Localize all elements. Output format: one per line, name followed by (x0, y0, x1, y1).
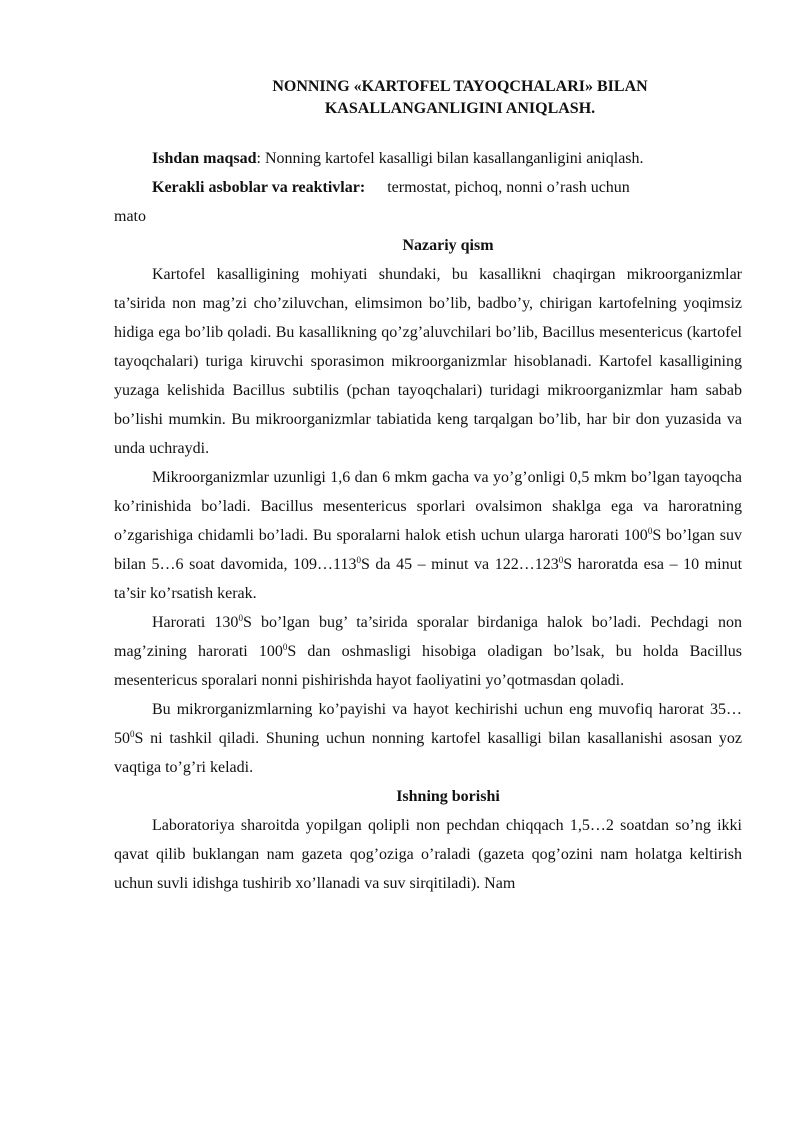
degree-superscript: 0 (238, 613, 243, 623)
goal-label: Ishdan maqsad (152, 150, 257, 167)
title-line-1: NONNING «KARTOFEL TAYOQCHALARI» BILAN (272, 78, 648, 95)
goal-paragraph (114, 144, 742, 173)
title-line-2: KASALLANGANLIGINI ANIQLASH. (324, 100, 596, 117)
tools-text-line2: mato (114, 208, 146, 225)
document-body (114, 144, 742, 898)
theory-paragraph-3: Harorati $130^0S$ bo’lgan bug’ ta’sirida sporalar birdaniga halok bo’ladi. Pechdagi non mag’zining harorati $100^0S$ dan oshmasligi hisobiga oladigan bo’lsak, bu holda Bacillus mesentericus sporalari nonni pishirishda hayot faoliyatini yo’qotmasdan qoladi. (114, 613, 743, 689)
tools-label: Kerakli asboblar va reaktivlar (152, 179, 360, 196)
degree-superscript: 0 (356, 555, 361, 565)
goal-text: : Nonning kartofel kasalligi bilan kasallanganligini aniqlash. (256, 150, 644, 167)
tools-paragraph: Kerakli asboblar va reaktivlar: termostat, pichoq, nonni o’rash uchun (152, 179, 630, 196)
tools-paragraph-cont (114, 202, 742, 231)
degree-superscript: 0 (558, 555, 564, 565)
degree-superscript: 0 (130, 729, 135, 739)
procedure-paragraph-1: Laboratoriya sharoitda yopilgan qolipli non pechdan chiqqach 1,5…2 soatdan so’ng ikki qavat qilib buklangan nam gazeta qog’oziga o’raladi (gazeta qog’ozini nam holatga keltirish uchun suvli idishga tushirib xo’llanadi va suv sirqitiladi). Nam (114, 817, 742, 892)
document-title (150, 76, 770, 120)
theory-heading: Nazariy qism (402, 237, 494, 254)
tools-text-line1: termostat, pichoq, nonni o’rash uchun (387, 179, 630, 196)
theory-paragraph-1: Kartofel kasalligining mohiyati shundaki, bu kasallikni chaqirgan mikroorganizmlar ta’sirida non mag’zi cho’ziluvchan, elimsimon bo’lib, badbo’y, chirigan kartofelning yoqimsiz hidiga ega bo’lib qoladi. Bu kasallikning qo’zg’aluvchilari bo’lib, Bacillus mesentericus (kartofel tayoqchalari) turiga kiruvchi sporasimon mikroorganizmlar hisoblanadi. Kartofel kasalligining yuzaga kelishida Bacillus subtilis (pchan tayoqchalari) turidagi mikroorganizmlar ham sabab bo’lishi mumkin. Bu mikroorganizmlar tabiatida keng tarqalgan bo’lib, har bir don yuzasida va unda uchraydi. (114, 266, 742, 457)
procedure-heading: Ishning borishi (396, 788, 500, 805)
degree-superscript: 0 (647, 526, 653, 536)
degree-superscript: 0 (282, 642, 288, 652)
theory-paragraph-4: Bu mikrorganizmlarning ko’payishi va hayot kechirishi uchun eng muvofiq harorat $35\dots 50^0S$ ni tashkil qiladi. Shuning uchun nonning kartofel kasalligi bilan kasallanishi asosan yoz vaqtiga to’g’ri keladi. (114, 701, 742, 776)
theory-paragraph-2: Mikroorganizmlar uzunligi 1,6 dan 6 mkm gacha va yo’g’onligi 0,5 mkm bo’lgan tayoqcha ko’rinishida bo’ladi. Bacillus mesentericus sporlari ovalsimon shaklga ega va haroratning o’zgarishiga chidamli bo’ladi. Bu sporalarni halok etish uchun ularga harorati $100^0S$ bo’lgan suv bilan 5…6 soat davomida, $109\dots 113^0S$ da 45 – minut va $122\dots 123^0S$ haroratda esa – 10 minut ta’sir ko’rsatish kerak. (114, 469, 743, 602)
